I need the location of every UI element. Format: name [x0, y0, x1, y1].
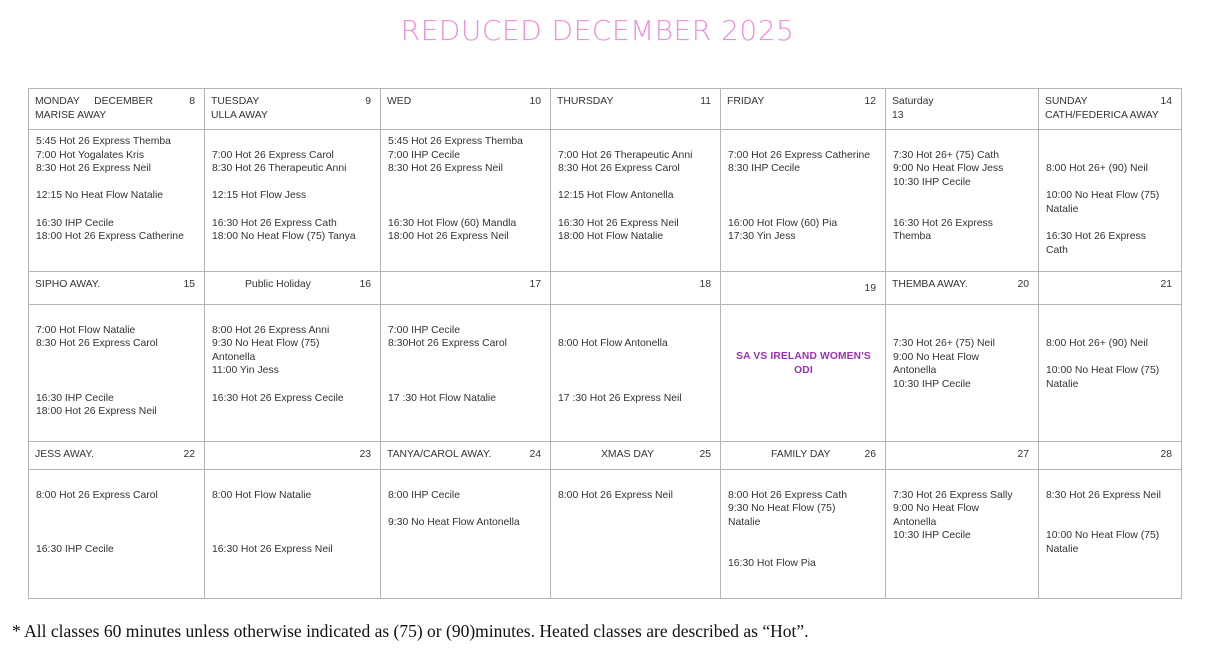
day-header — [551, 89, 721, 130]
day-header — [381, 442, 551, 470]
spacer — [36, 502, 198, 516]
day-header — [886, 89, 1039, 130]
class-entry: 11:00 Yin Jess — [212, 365, 279, 377]
class-entry: 9:30 No Heat Flow (75) — [212, 338, 320, 350]
spacer — [1046, 351, 1175, 365]
class-entry: Natalie — [1046, 203, 1079, 215]
class-entry: 8:30Hot 26 Express Carol — [388, 338, 507, 350]
spacer — [36, 176, 198, 190]
day-number: 15 — [183, 279, 195, 290]
class-entry: 16:30 Hot 26 Express Cecile — [212, 392, 344, 404]
class-entry: 16:30 Hot Flow (60) Mandla — [388, 217, 517, 229]
class-entry: 7:30 Hot 26+ (75) Cath — [893, 149, 999, 161]
day-label: FRIDAY — [727, 96, 765, 107]
class-entry: 9:00 No Heat Flow — [893, 351, 980, 363]
day-header — [1039, 272, 1182, 305]
day-number: 14 — [1160, 96, 1172, 107]
day-number: 11 — [700, 96, 711, 107]
class-entry: 16:30 Hot 26 Express — [1046, 231, 1146, 243]
day-label: SIPHO AWAY. — [35, 279, 101, 290]
spacer — [728, 176, 879, 190]
class-entry: 8:00 Hot 26 Express Cath — [728, 489, 847, 501]
class-entry: 8:30 IHP Cecile — [728, 163, 801, 175]
class-entry: 5:45 Hot 26 Express Themba — [36, 136, 171, 147]
spacer — [36, 475, 198, 489]
class-entry: 9:00 No Heat Flow — [893, 503, 980, 515]
day-classes — [551, 470, 721, 599]
spacer — [36, 364, 198, 378]
day-number: 9 — [365, 96, 371, 107]
spacer — [558, 310, 714, 324]
class-entry: 7:00 Hot Flow Natalie — [36, 324, 136, 336]
spacer — [36, 378, 198, 392]
spacer — [388, 475, 544, 489]
spacer — [728, 475, 879, 489]
day-number: 26 — [864, 449, 876, 460]
day-label: FAMILY DAY — [771, 449, 831, 460]
day-label: MONDAY DECEMBER — [35, 96, 153, 107]
class-entry: Antonella — [212, 351, 256, 363]
spacer — [212, 516, 374, 530]
day-header — [721, 89, 886, 130]
day-classes — [29, 130, 205, 272]
class-entry: 10:00 No Heat Flow (75) — [1046, 365, 1160, 377]
class-entry: 10:30 IHP Cecile — [893, 378, 971, 390]
day-classes — [205, 470, 381, 599]
spacer — [558, 351, 714, 365]
day-number: 21 — [1160, 279, 1172, 290]
day-number: 27 — [1017, 449, 1029, 460]
class-entry: 9:30 No Heat Flow (75) — [728, 503, 836, 515]
class-entry: 16:30 IHP Cecile — [36, 392, 114, 404]
day-header — [886, 272, 1039, 305]
class-entry: 16:30 Hot 26 Express Cath — [212, 217, 337, 229]
spacer — [728, 543, 879, 557]
day-header — [1039, 442, 1182, 470]
day-label: JESS AWAY. — [35, 449, 94, 460]
class-entry: 10:00 No Heat Flow (75) — [1046, 530, 1160, 542]
class-entry: 12:15 No Heat Flow Natalie — [36, 190, 164, 202]
class-entry: 8:30 Hot 26 Express Neil — [388, 163, 503, 175]
class-entry: 16:30 Hot 26 Express — [893, 217, 993, 229]
spacer — [1046, 516, 1175, 530]
class-entry: 7:30 Hot 26+ (75) Neil — [893, 338, 995, 350]
day-classes — [381, 130, 551, 272]
class-entry: 12:15 Hot Flow Antonella — [558, 190, 674, 202]
spacer — [1046, 324, 1175, 338]
spacer — [1046, 310, 1175, 324]
spacer — [558, 364, 714, 378]
spacer — [558, 324, 714, 338]
class-entry: 16:00 Hot Flow (60) Pia — [728, 217, 838, 229]
class-entry: 16:30 IHP Cecile — [36, 543, 114, 555]
spacer — [388, 310, 544, 324]
day-header — [1039, 89, 1182, 130]
class-entry: 16:30 Hot 26 Express Neil — [558, 217, 679, 229]
day-classes — [721, 470, 886, 599]
week-classes-row — [29, 470, 1182, 599]
day-classes — [1039, 130, 1182, 272]
spacer — [36, 310, 198, 324]
class-entry: 18:00 No Heat Flow (75) Tanya — [212, 231, 356, 243]
day-number: 8 — [189, 96, 195, 107]
class-entry: 5:45 Hot 26 Express Themba — [388, 136, 523, 147]
class-entry: 7:00 Hot 26 Express Carol — [212, 149, 334, 161]
day-classes — [721, 130, 886, 272]
day-classes — [886, 130, 1039, 272]
day-header — [29, 442, 205, 470]
spacer — [728, 135, 879, 149]
day-number: 25 — [699, 449, 711, 460]
class-entry: 8:00 Hot 26 Express Carol — [36, 489, 158, 501]
day-header — [886, 442, 1039, 470]
spacer — [558, 135, 714, 149]
spacer — [728, 189, 879, 203]
day-number: 24 — [529, 449, 541, 460]
day-number: 28 — [1160, 449, 1172, 460]
class-entry: 7:00 Hot 26 Express Catherine — [728, 149, 871, 161]
day-header — [551, 442, 721, 470]
class-entry: 12:15 Hot Flow Jess — [212, 190, 307, 202]
class-entry: 18:00 Hot Flow Natalie — [558, 231, 664, 243]
day-note: ULLA AWAY — [211, 109, 268, 121]
class-entry: Antonella — [893, 516, 937, 528]
spacer — [558, 378, 714, 392]
day-header — [551, 272, 721, 305]
day-classes — [551, 130, 721, 272]
day-note: 13 — [892, 109, 904, 121]
class-entry: 8:00 Hot Flow Natalie — [212, 489, 312, 501]
week-classes-row — [29, 305, 1182, 442]
spacer — [893, 203, 1032, 217]
class-entry: 7:00 IHP Cecile — [388, 149, 461, 161]
spacer — [212, 502, 374, 516]
spacer — [558, 203, 714, 217]
spacer — [1046, 176, 1175, 190]
day-label: TUESDAY — [211, 96, 260, 107]
class-entry: Natalie — [1046, 378, 1079, 390]
week-header-row — [29, 442, 1182, 470]
footnote: * All classes 60 minutes unless otherwise indicated as (75) or (90)minutes. Heated classes are described as “Hot”. — [12, 621, 809, 641]
day-note: CATH/FEDERICA AWAY — [1045, 109, 1159, 121]
spacer — [893, 475, 1032, 489]
day-classes — [381, 305, 551, 442]
spacer — [893, 324, 1032, 338]
week-classes-row — [29, 130, 1182, 272]
spacer — [893, 310, 1032, 324]
spacer — [212, 203, 374, 217]
class-entry: Themba — [893, 231, 932, 243]
day-header — [721, 272, 886, 305]
day-label: XMAS DAY — [601, 449, 654, 460]
day-number: 23 — [359, 449, 371, 460]
day-number: 19 — [864, 283, 876, 294]
class-entry: 8:30 Hot 26 Therapeutic Anni — [212, 163, 347, 175]
day-label: Public Holiday — [245, 279, 311, 290]
class-entry: 16:30 Hot Flow Pia — [728, 557, 816, 569]
class-entry: 8:00 Hot Flow Antonella — [558, 338, 668, 350]
spacer — [558, 176, 714, 190]
day-header — [721, 442, 886, 470]
class-entry: Cath — [1046, 244, 1068, 256]
day-classes — [205, 130, 381, 272]
spacer — [36, 203, 198, 217]
class-entry: 10:30 IHP Cecile — [893, 176, 971, 188]
class-entry: 10:00 No Heat Flow (75) — [1046, 190, 1160, 202]
class-entry: 8:00 Hot 26 Express Neil — [558, 489, 673, 501]
class-entry: 7:00 Hot Yogalates Kris — [36, 149, 145, 161]
class-entry: 8:00 Hot 26 Express Anni — [212, 324, 330, 336]
class-entry: 8:30 Hot 26 Express Carol — [36, 338, 158, 350]
class-entry: 8:00 Hot 26+ (90) Neil — [1046, 338, 1148, 350]
day-classes — [29, 470, 205, 599]
day-header — [205, 442, 381, 470]
spacer — [36, 516, 198, 530]
class-entry: 8:30 Hot 26 Express Neil — [1046, 489, 1161, 501]
spacer — [728, 529, 879, 543]
class-entry: Antonella — [893, 365, 937, 377]
spacer — [1046, 475, 1175, 489]
spacer — [212, 475, 374, 489]
class-entry: 18:00 Hot 26 Express Catherine — [36, 231, 184, 243]
day-number: 18 — [699, 279, 711, 290]
class-entry: 18:00 Hot 26 Express Neil — [388, 231, 509, 243]
special-event: SA VS IRELAND WOMEN'S ODI — [736, 351, 871, 376]
spacer — [388, 378, 544, 392]
day-classes — [721, 305, 886, 442]
day-header — [381, 272, 551, 305]
day-header — [381, 89, 551, 130]
calendar-grid — [28, 88, 1182, 599]
day-number: 12 — [864, 96, 876, 107]
day-number: 17 — [529, 279, 541, 290]
spacer — [36, 529, 198, 543]
class-entry: Natalie — [1046, 543, 1079, 555]
day-classes — [1039, 305, 1182, 442]
spacer — [893, 135, 1032, 149]
day-number: 22 — [183, 449, 195, 460]
spacer — [388, 364, 544, 378]
spacer — [893, 189, 1032, 203]
class-entry: 8:30 Hot 26 Express Neil — [36, 163, 151, 175]
day-note: MARISE AWAY — [35, 109, 107, 121]
spacer — [388, 203, 544, 217]
class-entry: 10:30 IHP Cecile — [893, 530, 971, 542]
spacer — [1046, 502, 1175, 516]
class-entry: 18:00 Hot 26 Express Neil — [36, 406, 157, 418]
day-header — [205, 272, 381, 305]
day-number: 10 — [529, 96, 541, 107]
spacer — [212, 378, 374, 392]
day-label: TANYA/CAROL AWAY. — [387, 449, 492, 460]
day-label: THURSDAY — [557, 96, 614, 107]
spacer — [388, 176, 544, 190]
spacer — [388, 502, 544, 516]
class-entry: 8:30 Hot 26 Express Carol — [558, 163, 680, 175]
day-classes — [551, 305, 721, 442]
spacer — [388, 189, 544, 203]
spacer — [212, 529, 374, 543]
day-number: 16 — [359, 279, 371, 290]
day-classes — [381, 470, 551, 599]
day-header — [29, 89, 205, 130]
class-entry: 17 :30 Hot 26 Express Neil — [558, 392, 682, 404]
day-label: SUNDAY — [1045, 96, 1088, 107]
day-classes — [29, 305, 205, 442]
spacer — [36, 351, 198, 365]
class-entry: 9:00 No Heat Flow Jess — [893, 163, 1004, 175]
class-entry: Natalie — [728, 516, 761, 528]
day-label: WED — [387, 96, 412, 107]
class-entry: 8:00 IHP Cecile — [388, 489, 461, 501]
day-classes — [205, 305, 381, 442]
spacer — [728, 203, 879, 217]
spacer — [558, 475, 714, 489]
spacer — [212, 135, 374, 149]
spacer — [1046, 135, 1175, 149]
class-entry: 9:30 No Heat Flow Antonella — [388, 516, 520, 528]
page-title: REDUCED DECEMBER 2025 — [400, 14, 795, 47]
week-header-row — [29, 272, 1182, 305]
day-label: THEMBA AWAY. — [892, 279, 968, 290]
class-entry: 16:30 Hot 26 Express Neil — [212, 543, 333, 555]
day-header — [205, 89, 381, 130]
day-classes — [886, 305, 1039, 442]
day-classes — [886, 470, 1039, 599]
class-entry: 8:00 Hot 26+ (90) Neil — [1046, 163, 1148, 175]
spacer — [1046, 217, 1175, 231]
class-entry: 7:30 Hot 26 Express Sally — [893, 489, 1013, 501]
day-label: Saturday — [892, 96, 934, 107]
class-entry: 17:30 Yin Jess — [728, 231, 796, 243]
week-header-row — [29, 89, 1182, 130]
day-header — [29, 272, 205, 305]
day-number: 20 — [1017, 279, 1029, 290]
spacer — [388, 351, 544, 365]
day-classes — [1039, 470, 1182, 599]
class-entry: 7:00 IHP Cecile — [388, 324, 461, 336]
class-entry: 16:30 IHP Cecile — [36, 217, 114, 229]
spacer — [212, 310, 374, 324]
spacer — [1046, 149, 1175, 163]
class-entry: 17 :30 Hot Flow Natalie — [388, 392, 497, 404]
class-entry: 7:00 Hot 26 Therapeutic Anni — [558, 149, 693, 161]
spacer — [212, 176, 374, 190]
